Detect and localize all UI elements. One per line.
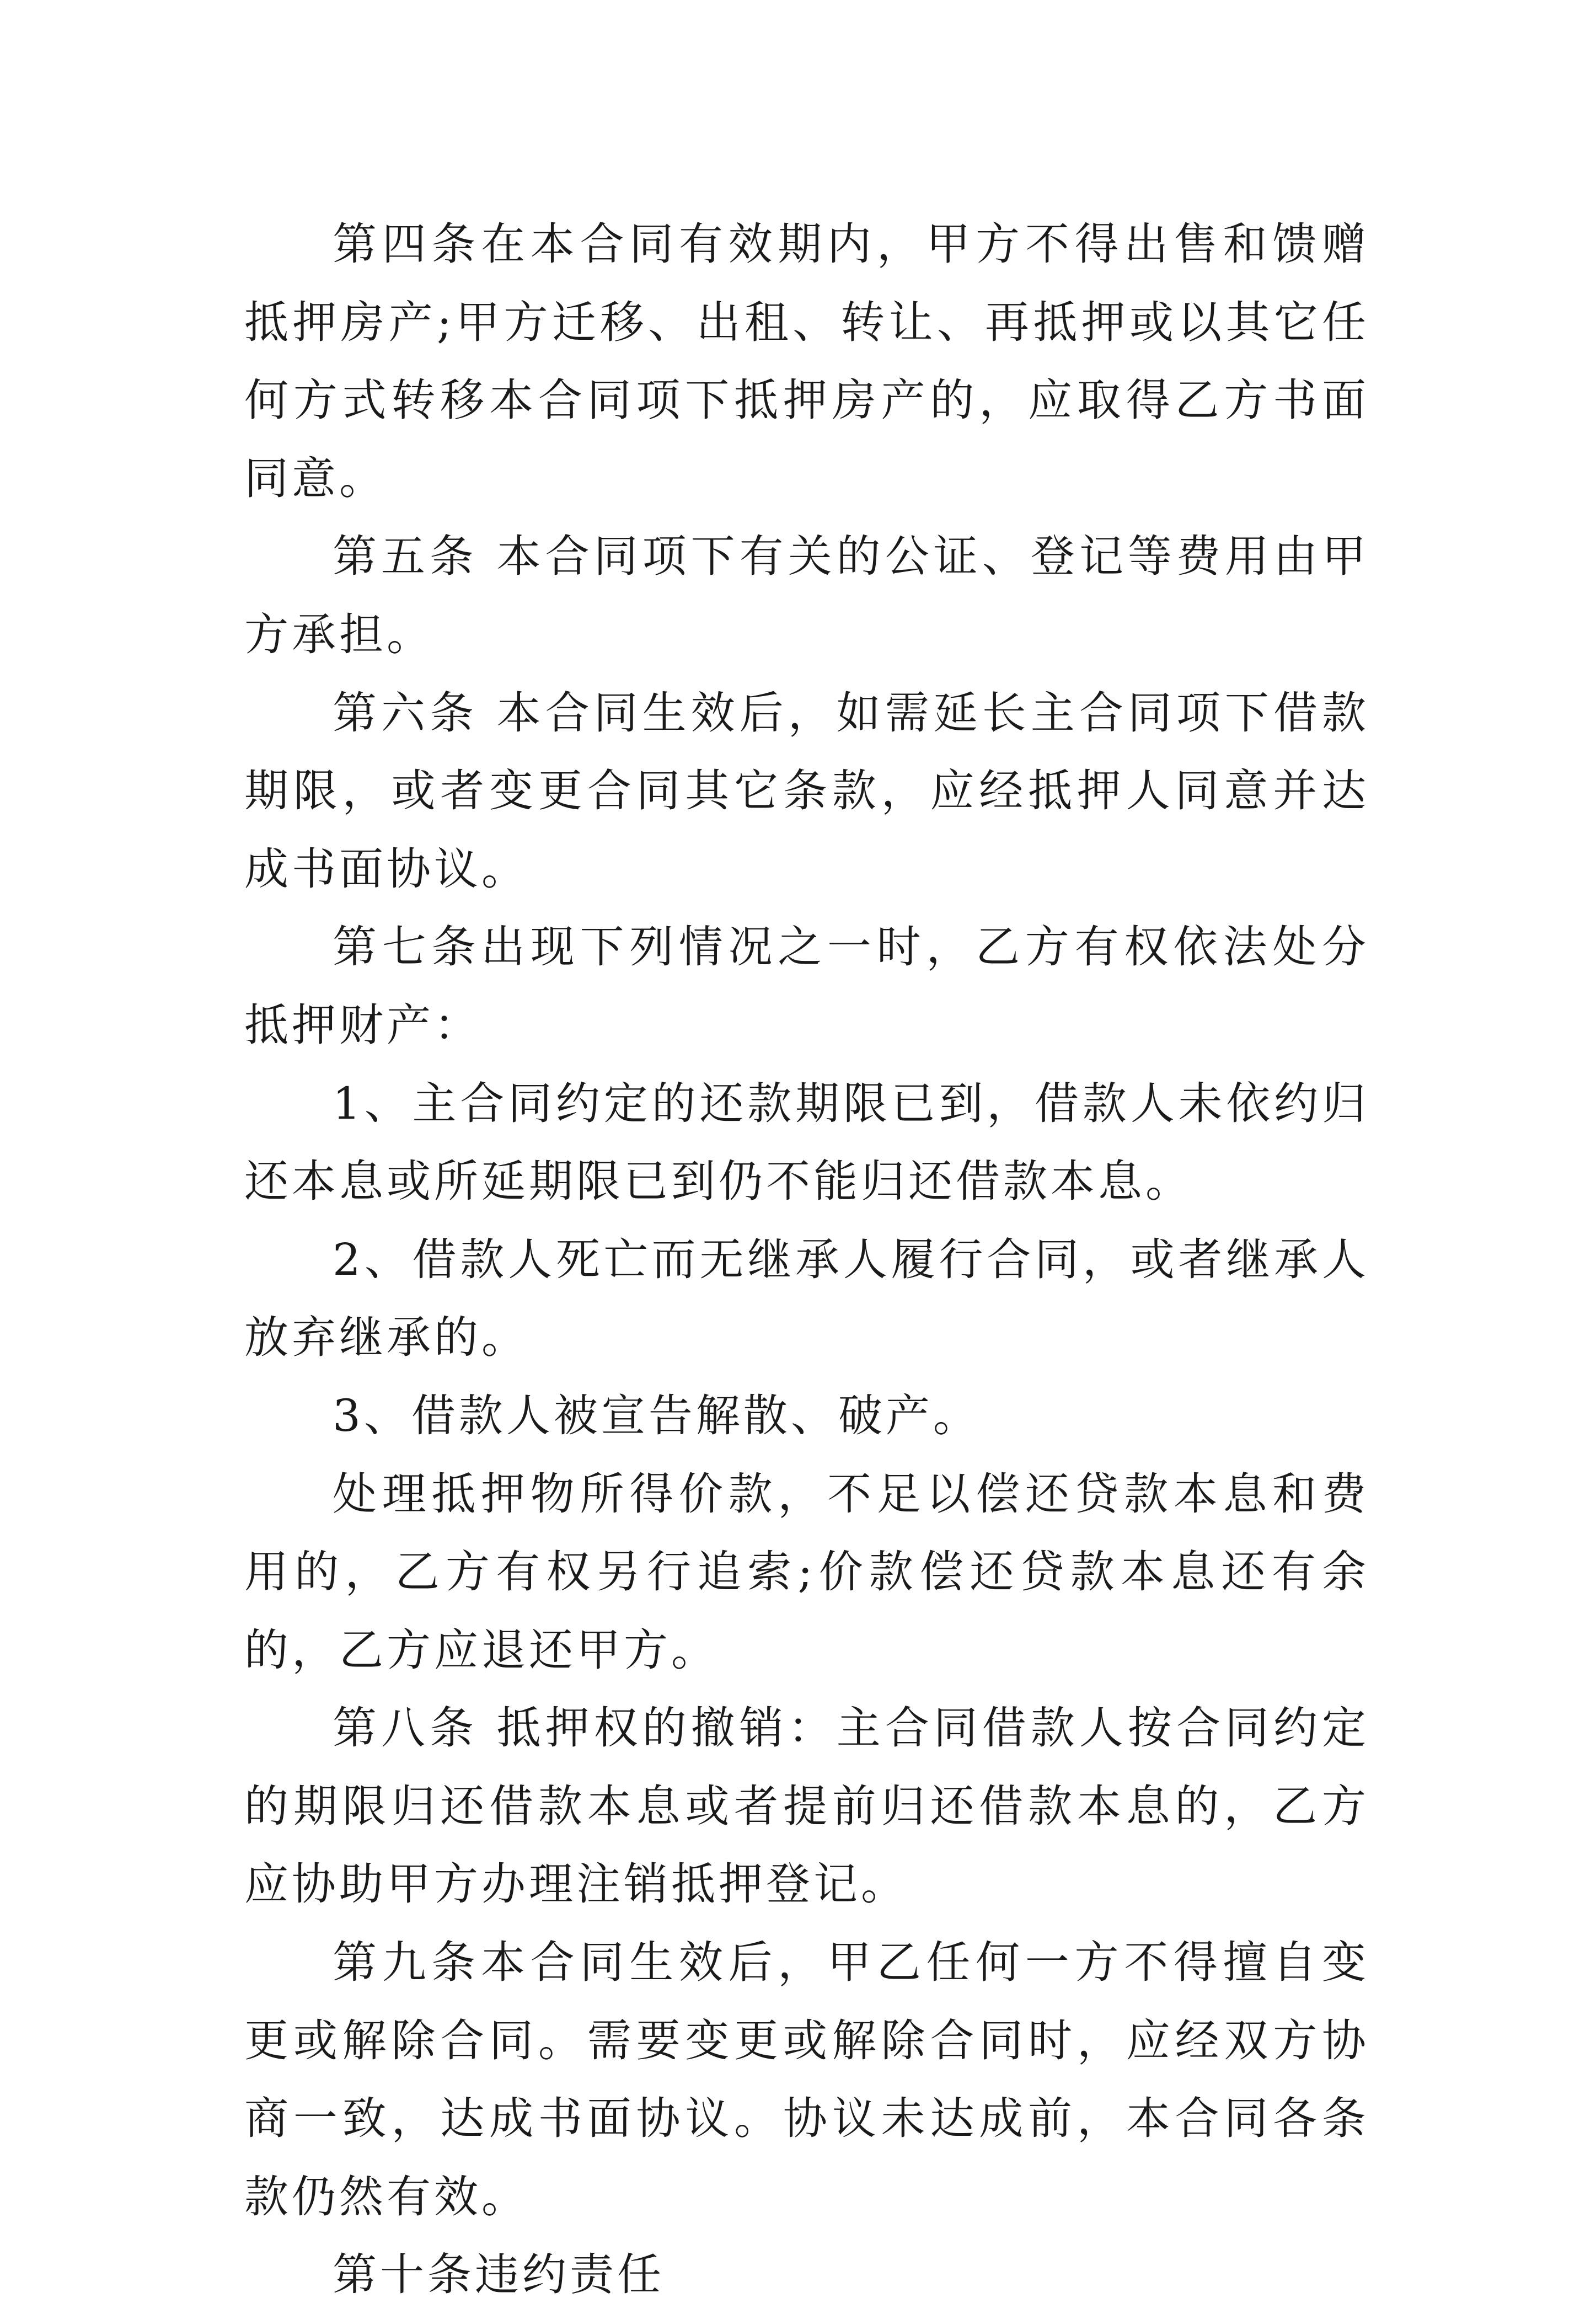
- clause-7-proceeds-paragraph: 处理抵押物所得价款，不足以偿还贷款本息和费用的，乙方有权另行追索;价款偿还贷款本息还有余的，乙方应退还甲方。: [244, 1468, 1369, 1676]
- clause-7-item-1: 1、主合同约定的还款期限已到，借款人未依约归还本息或所延期限已到仍不能归还借款本息。: [244, 1077, 1369, 1207]
- clause-10-heading: 第十条违约责任: [333, 2249, 665, 2301]
- clause-9-paragraph: 第九条本合同生效后，甲乙任何一方不得擅自变更或解除合同。需要变更或解除合同时，应经双方协商一致，达成书面协议。协议未达成前，本合同各条款仍然有效。: [244, 1937, 1369, 2222]
- clause-8-paragraph: 第八条 抵押权的撤销：主合同借款人按合同约定的期限归还借款本息或者提前归还借款本息的，乙方应协助甲方办理注销抵押登记。: [244, 1702, 1369, 1910]
- clause-6-paragraph: 第六条 本合同生效后，如需延长主合同项下借款期限，或者变更合同其它条款，应经抵押人同意并达成书面协议。: [244, 687, 1369, 895]
- clause-7-item-3: 3、借款人被宣告解散、破产。: [333, 1390, 981, 1441]
- document-body: [244, 205, 1369, 2314]
- clause-5-paragraph: 第五条 本合同项下有关的公证、登记等费用由甲方承担。: [244, 531, 1369, 660]
- clause-4-paragraph: 第四条在本合同有效期内，甲方不得出售和馈赠抵押房产;甲方迁移、出租、转让、再抵押或以其它任何方式转移本合同项下抵押房产的，应取得乙方书面同意。: [244, 218, 1369, 504]
- clause-7-item-2: 2、借款人死亡而无继承人履行合同，或者继承人放弃继承的。: [244, 1233, 1369, 1364]
- clause-7-paragraph: 第七条出现下列情况之一时，乙方有权依法处分抵押财产：: [244, 921, 1369, 1051]
